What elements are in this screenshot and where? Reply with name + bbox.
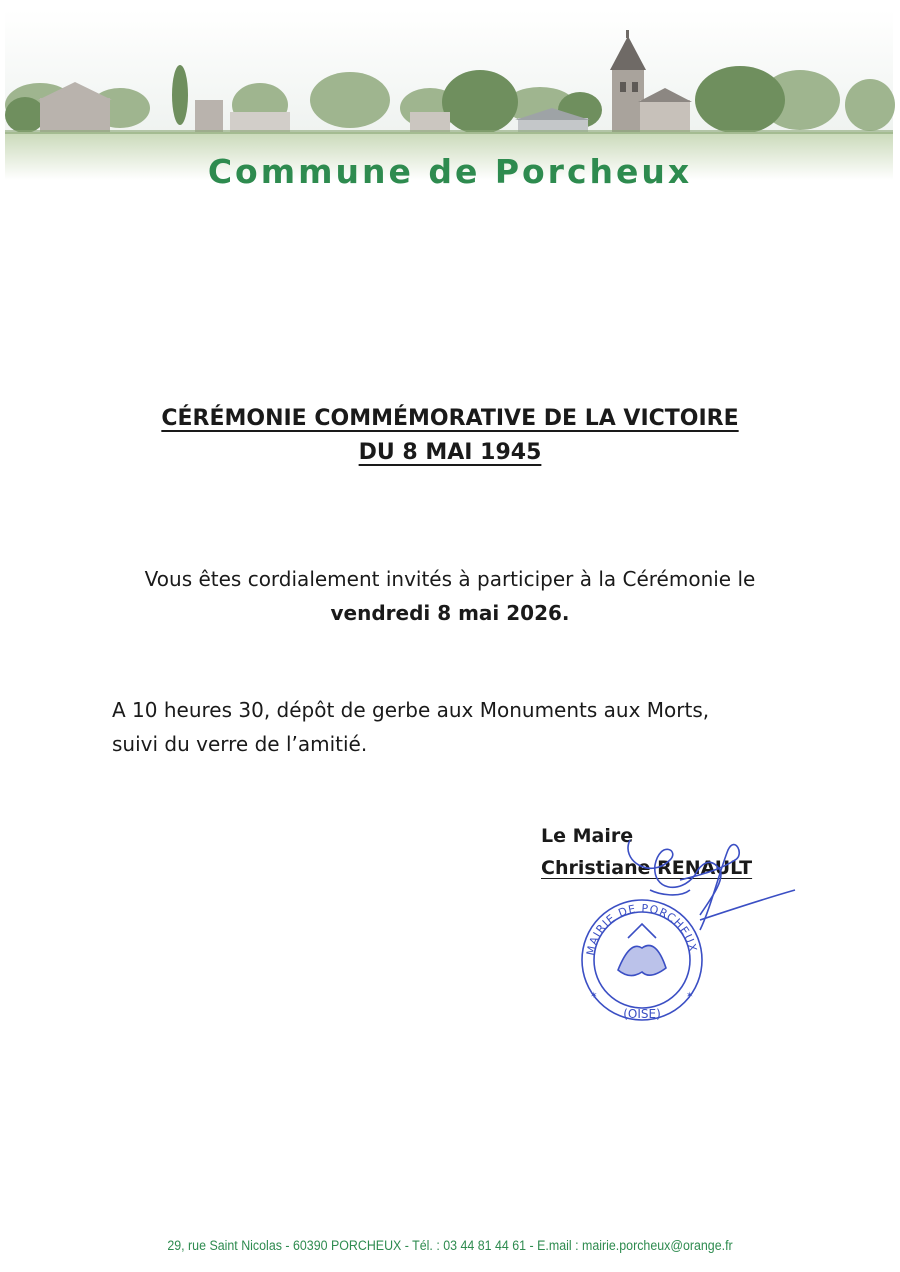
program-line-1: A 10 heures 30, dépôt de gerbe aux Monuments aux Morts, [112,698,710,722]
invitation-text: Vous êtes cordialement invités à participer à la Cérémonie le [144,567,756,591]
program-paragraph [112,693,832,761]
mayor-role: Le Maire [541,825,634,847]
footer-contact: 29, rue Saint Nicolas - 60390 PORCHEUX - Tél. : 03 44 81 44 61 - E.mail : mairie.porcheux@orange.fr [167,1238,733,1253]
commune-title: Commune de Porcheux [207,152,693,191]
ceremony-title [100,402,800,470]
ceremony-title-line1: CÉRÉMONIE COMMÉMORATIVE DE LA VICTOIRE [161,406,739,431]
svg-text:✶: ✶ [590,991,598,1001]
program-line-2: suivi du verre de l’amitié. [112,732,368,756]
ceremony-title-line2: DU 8 MAI 1945 [358,440,542,465]
stamp-text-bottom: (OISE) [623,1007,661,1021]
svg-text:✶: ✶ [686,991,694,1001]
ceremony-date: vendredi 8 mai 2026. [330,601,570,625]
stamp-text-top: MAIRIE DE PORCHEUX [584,901,700,957]
mayor-name: Christiane RENAULT [541,857,753,879]
mairie-stamp-and-signature [560,820,810,1040]
invitation-paragraph [80,562,820,630]
